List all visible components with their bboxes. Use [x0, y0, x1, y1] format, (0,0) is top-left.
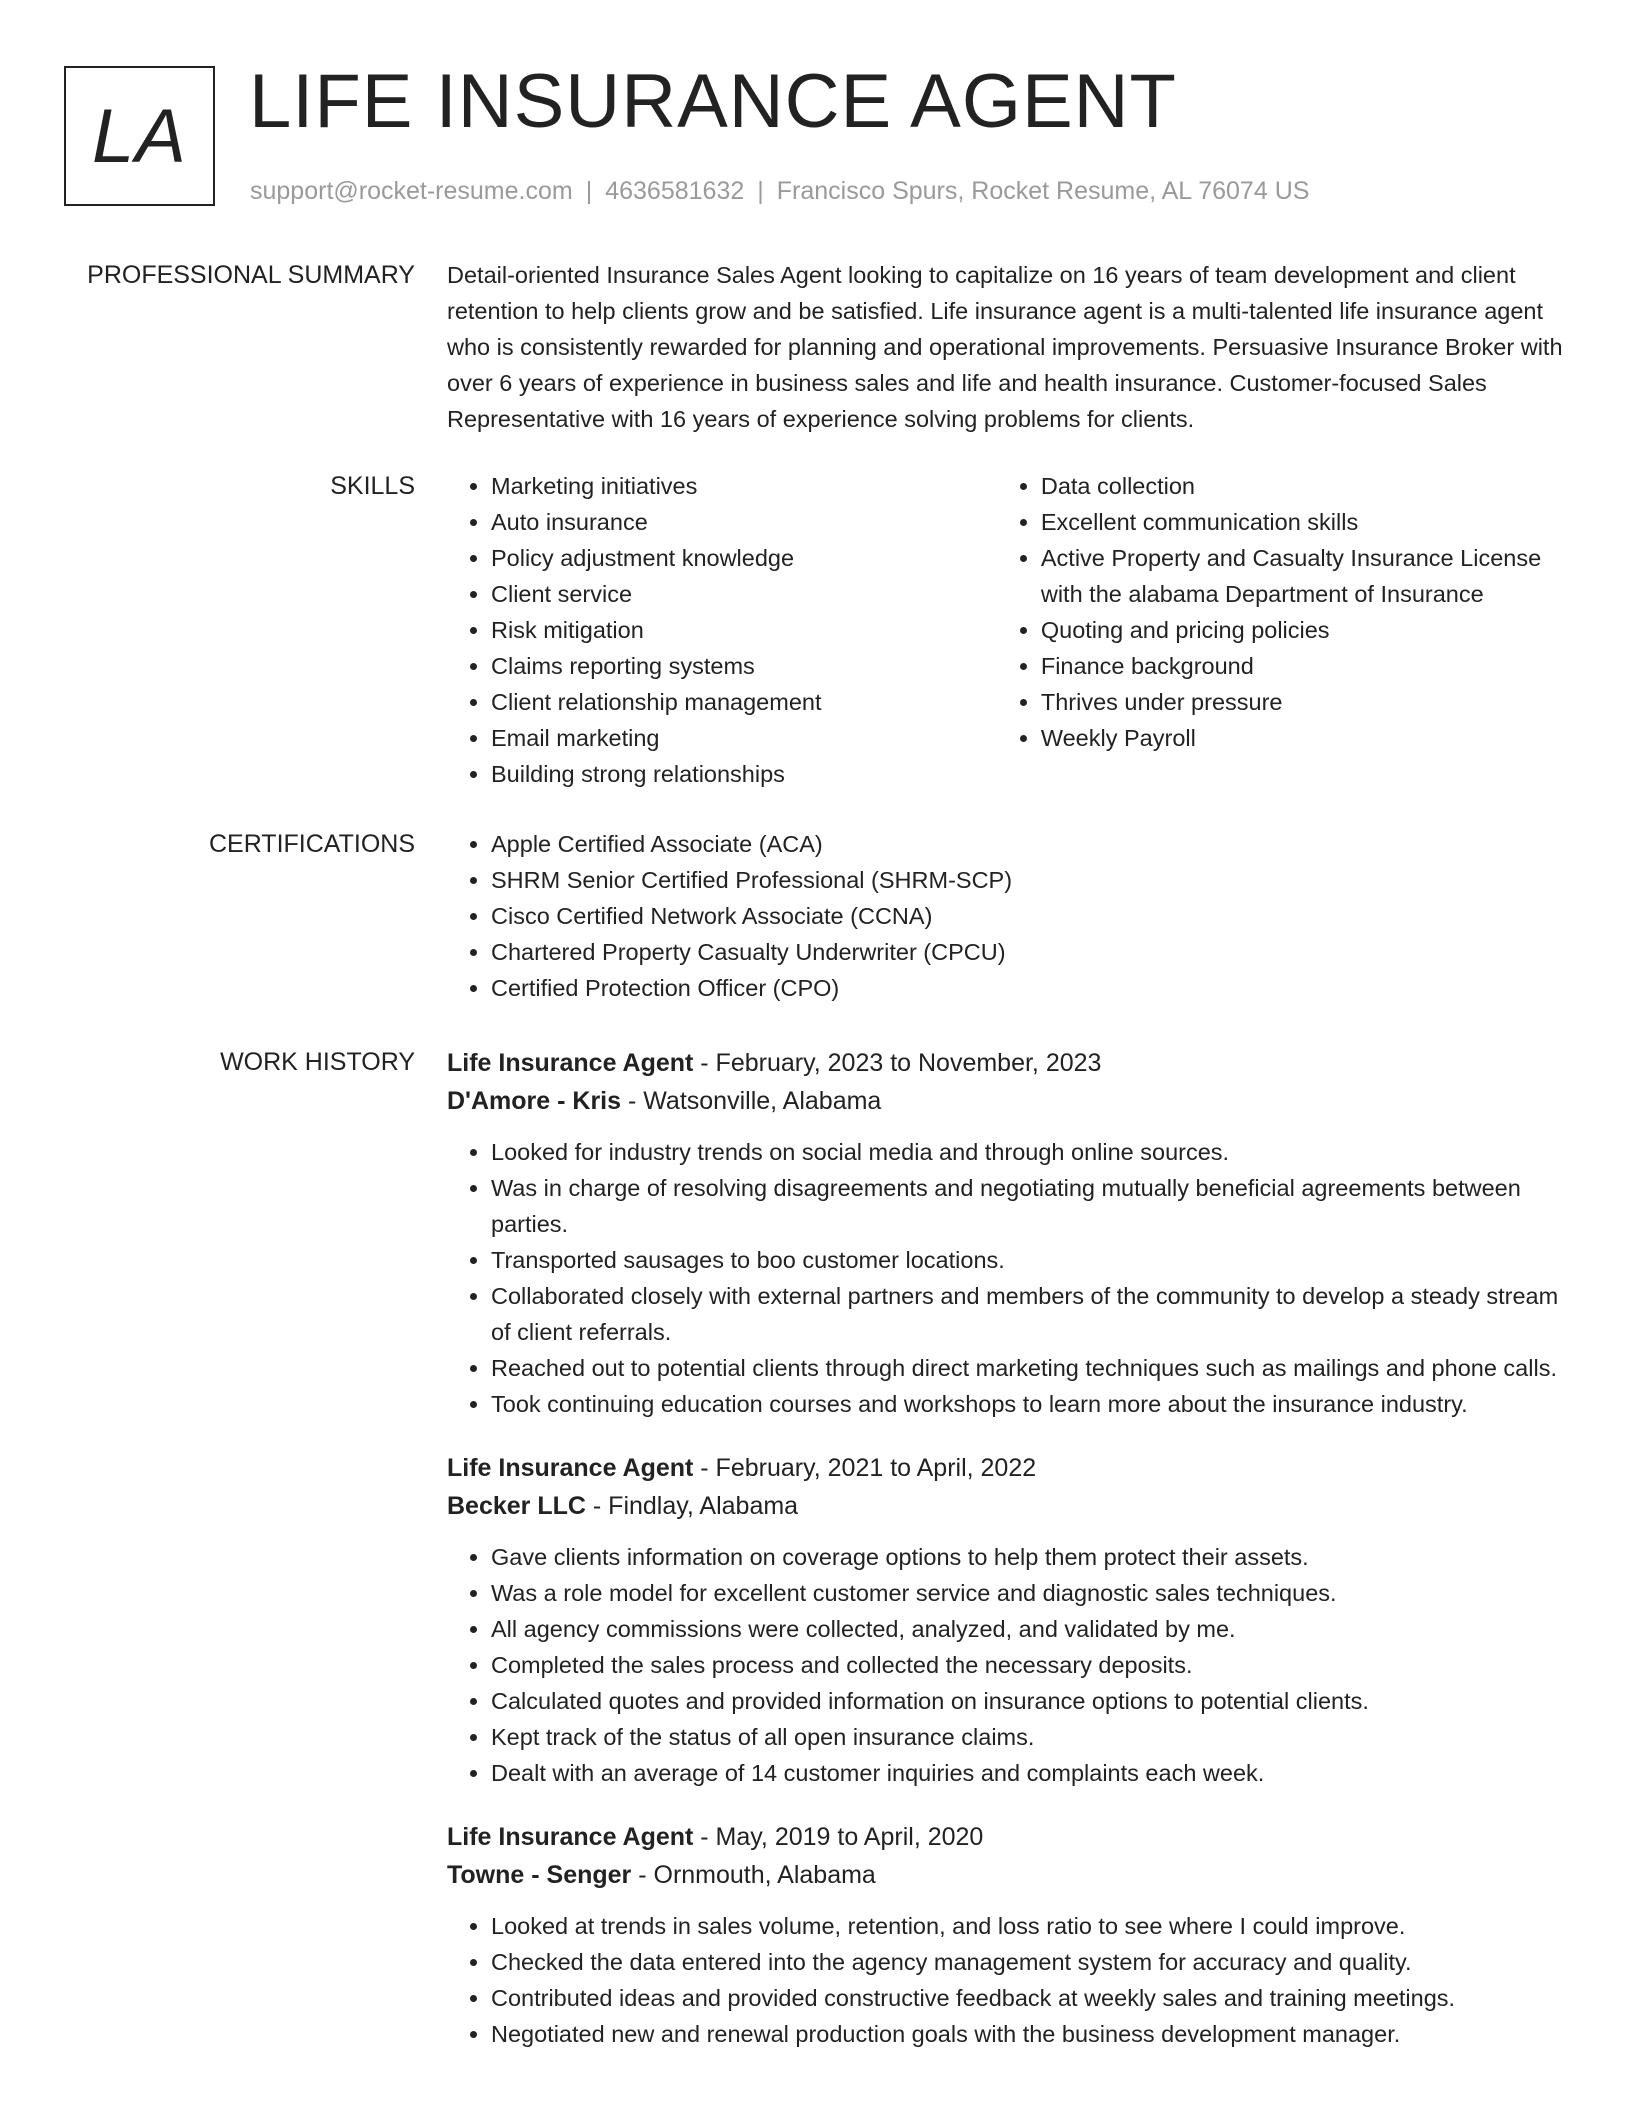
skill-item: • Excellent communication skills [1041, 504, 1567, 540]
contact-address: Francisco Spurs, Rocket Resume, AL 76074 US [776, 177, 1310, 205]
certifications-bullets [447, 826, 1567, 1006]
skill-item: • Active Property and Casualty Insurance License with the alabama Department of Insurance [1041, 540, 1567, 612]
job-bullet: • Looked for industry trends on social media and through online sources. [491, 1134, 1567, 1170]
job-bullet: • Gave clients information on coverage options to help them protect their assets. [491, 1539, 1567, 1575]
job-bullet: • Looked at trends in sales volume, retention, and loss ratio to see where I could improve. [491, 1908, 1567, 1944]
job-company-line [447, 1082, 1567, 1120]
job-title: Life Insurance Agent [447, 1049, 694, 1077]
job-bullets [447, 1539, 1567, 1791]
skills-column-2 [997, 468, 1567, 792]
job-bullet: • Dealt with an average of 14 customer inquiries and complaints each week. [491, 1755, 1567, 1791]
work-history-heading: WORK HISTORY [220, 1048, 415, 1076]
certification-item: • SHRM Senior Certified Professional (SHRM-SCP) [491, 862, 1567, 898]
job-bullet: • Transported sausages to boo customer locations. [491, 1242, 1567, 1278]
summary-heading: PROFESSIONAL SUMMARY [87, 261, 415, 289]
job-title: Life Insurance Agent [447, 1823, 694, 1851]
job-bullet: • Was a role model for excellent customer service and diagnostic sales techniques. [491, 1575, 1567, 1611]
job-title-line [447, 1044, 1567, 1082]
skill-item: • Client relationship management [491, 684, 997, 720]
skill-item: • Finance background [1041, 648, 1567, 684]
job-bullet: • Collaborated closely with external partners and members of the community to develop a steady stream of client referrals. [491, 1278, 1567, 1350]
job-title-line [447, 1449, 1567, 1487]
candidate-name: LIFE INSURANCE AGENT [249, 59, 1177, 144]
contact-phone: 4636581632 [605, 177, 745, 205]
skills-list [447, 468, 1567, 792]
monogram-initials: LA [92, 93, 187, 179]
job-bullet: • Calculated quotes and provided information on insurance options to potential clients. [491, 1683, 1567, 1719]
skill-item: • Weekly Payroll [1041, 720, 1567, 756]
job-bullet: • Kept track of the status of all open insurance claims. [491, 1719, 1567, 1755]
certifications-heading: CERTIFICATIONS [208, 830, 415, 858]
job-company-line [447, 1856, 1567, 1894]
skill-item: • Quoting and pricing policies [1041, 612, 1567, 648]
job-location: - Findlay, Alabama [585, 1492, 799, 1520]
job-company-line [447, 1487, 1567, 1525]
certification-item: • Cisco Certified Network Associate (CCNA) [491, 898, 1567, 934]
skill-item: • Marketing initiatives [491, 468, 997, 504]
job-entry [447, 1449, 1567, 1791]
skill-item: • Auto insurance [491, 504, 997, 540]
summary-text: Detail-oriented Insurance Sales Agent looking to capitalize on 16 years of team development and client retention to help clients grow and be satisfied. Life insurance agent is a multi-talented life insurance agent who is consistently rewarded for planning and operational improvements. Persuasive Insurance Broker with over 6 years of experience in business sales and life and health insurance. Customer-focused Sales Representative with 16 years of experience solving problems for clients. [447, 262, 1563, 432]
work-history-list [447, 1044, 1567, 2079]
job-bullet: • Took continuing education courses and workshops to learn more about the insurance industry. [491, 1386, 1567, 1422]
job-bullet: • Reached out to potential clients through direct marketing techniques such as mailings and phone calls. [491, 1350, 1567, 1386]
skill-item: • Email marketing [491, 720, 997, 756]
job-company: D'Amore - Kris [447, 1087, 622, 1115]
job-location: - Ornmouth, Alabama [631, 1861, 876, 1889]
certifications-list [447, 826, 1567, 1006]
job-dates: - February, 2021 to April, 2022 [693, 1454, 1037, 1482]
contact-separator: | [757, 177, 764, 205]
skill-item: • Building strong relationships [491, 756, 997, 792]
job-bullet: • Checked the data entered into the agency management system for accuracy and quality. [491, 1944, 1567, 1980]
contact-separator: | [585, 177, 593, 205]
contact-email: support@rocket-resume.com [250, 177, 573, 205]
job-bullets [447, 1908, 1567, 2052]
job-location: - Watsonville, Alabama [621, 1087, 882, 1115]
job-entry [447, 1818, 1567, 2052]
contact-line [250, 174, 1309, 208]
job-bullets [447, 1134, 1567, 1422]
job-company: Towne - Senger [447, 1861, 632, 1889]
job-dates: - February, 2023 to November, 2023 [693, 1049, 1102, 1077]
job-bullet: • Negotiated new and renewal production goals with the business development manager. [491, 2016, 1567, 2052]
job-bullet: • Completed the sales process and collected the necessary deposits. [491, 1647, 1567, 1683]
skill-item: • Data collection [1041, 468, 1567, 504]
job-dates: - May, 2019 to April, 2020 [693, 1823, 984, 1851]
job-entry [447, 1044, 1567, 1422]
job-bullet: • Was in charge of resolving disagreements and negotiating mutually beneficial agreements between parties. [491, 1170, 1567, 1242]
job-title: Life Insurance Agent [447, 1454, 694, 1482]
skills-heading: SKILLS [330, 472, 415, 500]
skill-item: • Thrives under pressure [1041, 684, 1567, 720]
skill-item: • Risk mitigation [491, 612, 997, 648]
skill-item: • Policy adjustment knowledge [491, 540, 997, 576]
skill-item: • Client service [491, 576, 997, 612]
certification-item: • Chartered Property Casualty Underwriter (CPCU) [491, 934, 1567, 970]
certification-item: • Certified Protection Officer (CPO) [491, 970, 1567, 1006]
job-company: Becker LLC [447, 1492, 586, 1520]
job-bullet: • Contributed ideas and provided constructive feedback at weekly sales and training meetings. [491, 1980, 1567, 2016]
skill-item: • Claims reporting systems [491, 648, 997, 684]
certification-item: • Apple Certified Associate (ACA) [491, 826, 1567, 862]
job-bullet: • All agency commissions were collected, analyzed, and validated by me. [491, 1611, 1567, 1647]
monogram-box [64, 66, 215, 206]
job-title-line [447, 1818, 1567, 1856]
skills-column-1 [447, 468, 997, 792]
